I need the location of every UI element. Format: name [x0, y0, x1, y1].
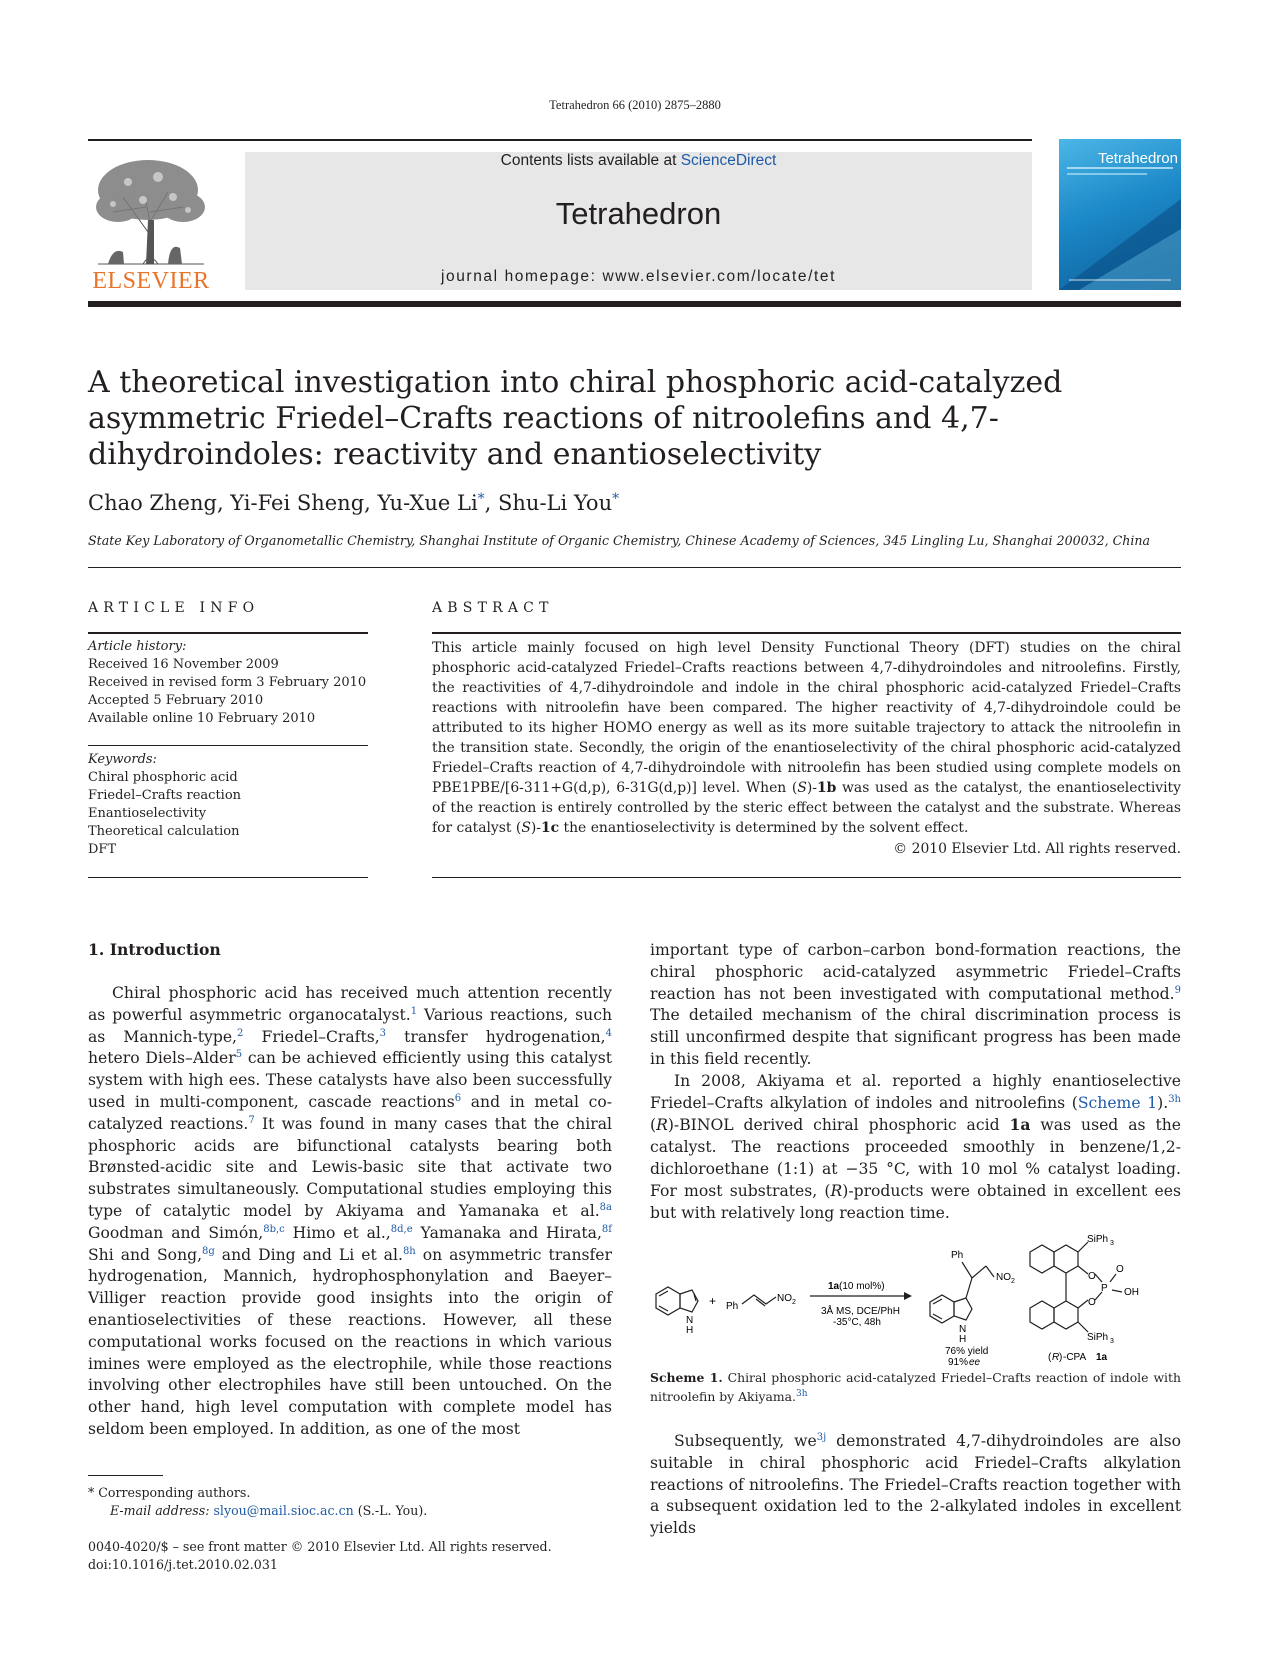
- citation[interactable]: 5: [235, 1049, 243, 1061]
- cpa-oh: OH: [1124, 1287, 1139, 1298]
- keywords: [88, 751, 368, 859]
- abstract-text-2: was used as the catalyst, the enantioselectivity of the reaction is entirely controlled by the steric effect between the catalyst and the substrate. Whereas for catalyst: [432, 780, 1181, 836]
- condition-loading: (10 mol%): [839, 1281, 885, 1292]
- citation[interactable]: 7: [248, 1114, 255, 1126]
- nitroolefin-chain: [742, 1295, 776, 1304]
- caption-label: Scheme 1.: [650, 1370, 723, 1385]
- cpa-p: P: [1101, 1283, 1108, 1294]
- cpa-label-open: (: [1048, 1352, 1052, 1363]
- info-rule-bottom: [88, 877, 368, 878]
- citation[interactable]: 1: [410, 1005, 418, 1017]
- product-sub2: 2: [1011, 1278, 1015, 1285]
- abstract-heading: ABSTRACT: [432, 600, 554, 616]
- left-column: [88, 983, 612, 1441]
- scheme-1-figure: [650, 1232, 1181, 1368]
- cpa-siph3-bottom: SiPh: [1087, 1332, 1109, 1343]
- section-heading-introduction: 1. Introduction: [88, 940, 221, 959]
- journal-homepage[interactable]: journal homepage: www.elsevier.com/locate/tet: [440, 268, 837, 285]
- cpa-label-text: -CPA: [1063, 1352, 1087, 1363]
- article-title: A theoretical investigation into chiral phosphoric acid-catalyzed asymmetric Friedel–Crafts reactions of nitroolefins and 4,7-dihydroindoles: reactivity and enantioselectivity: [88, 365, 1063, 472]
- scheme-1-caption: [650, 1369, 1181, 1405]
- abstract-body: This article mainly focused on high level Density Functional Theory (DFT) studies on the chiral phosphoric acid-catalyzed Friedel–Crafts reactions between 4,7-dihydroindoles and nitroolefins. Firstly, the reactivities of 4,7-dihydroindole and indole in the chiral phosphoric acid-catalyzed Friedel–Crafts reactions with nitroolefin have been compared. The higher reactivity of 4,7-dihydroindole could be attributed to its higher HOMO energy as well as its more suitable trajectory to attack the nitroolefin in the transition state. Secondly, the origin of the enantioselectivity of the chiral phosphoric acid-catalyzed Friedel–Crafts reaction of 4,7-dihydroindole with nitroolefin has been studied using complete models on PBE1PBE/[6-311+G(d,p), 6-31G(d,p)] level. When (S)-1b was used as the catalyst, the enantioselectivity of the reaction is entirely controlled by the steric effect between the catalyst and the substrate. Whereas for catalyst (S)-1c the enantioselectivity is determined by the solvent effect.: [432, 640, 1181, 836]
- info-rule-middle: [88, 745, 368, 746]
- indole-structure: [656, 1287, 698, 1315]
- abstract-rule-top: [432, 632, 1181, 634]
- affiliation: State Key Laboratory of Organometallic Chemistry, Shanghai Institute of Organic Chemistry, Chinese Academy of Sciences, 345 Lingling Lu, Shanghai 200032, China: [88, 533, 1151, 548]
- product-ee-value: 91%: [948, 1357, 969, 1368]
- abstract-text-3: the enantioselectivity is determined by the solvent effect.: [559, 820, 969, 836]
- cover-title: Tetrahedron: [1097, 150, 1178, 167]
- keyword-item: Enantioselectivity: [88, 806, 207, 821]
- cpa-siph3-top: SiPh: [1087, 1234, 1109, 1245]
- citation[interactable]: 8f: [601, 1223, 612, 1235]
- condition-catalyst: 1a: [828, 1281, 840, 1292]
- issn-line: 0040-4020/$ – see front matter © 2010 Elsevier Ltd. All rights reserved.: [88, 1539, 552, 1554]
- article-history: [88, 638, 368, 728]
- citation[interactable]: 6: [454, 1092, 462, 1104]
- abstract-copyright: © 2010 Elsevier Ltd. All rights reserved.: [893, 841, 1181, 857]
- keywords-label: Keywords:: [88, 752, 157, 767]
- cpa-o-top: O: [1088, 1271, 1096, 1282]
- author-1: Chao Zheng,: [88, 491, 231, 515]
- email-link[interactable]: slyou@mail.sioc.ac.cn: [213, 1503, 354, 1518]
- author-3: Yu-Xue Li: [377, 491, 478, 515]
- nitroolefin-sub2: 2: [792, 1299, 796, 1306]
- citation[interactable]: 8h: [402, 1245, 416, 1257]
- abstract-text-1: This article mainly focused on high level Density Functional Theory (DFT) studies on the chiral phosphoric acid-catalyzed Friedel–Crafts reactions between 4,7-dihydroindoles and nitroolefins. Firstly, the reactivities of 4,7-dihydroindole and indole in the chiral phosphoric acid-catalyzed Friedel–Crafts reactions with nitroolefin have been compared. The higher reactivity of 4,7-dihydroindole could be attributed to its higher HOMO energy as well as its more suitable trajectory to attack the nitroolefin in the transition state. Secondly, the origin of the enantioselectivity of the chiral phosphoric acid-catalyzed Friedel–Crafts reaction of 4,7-dihydroindole with nitroolefin has been studied using complete models on PBE1PBE/[6-311+G(d,p), 6-31G(d,p)] level. When: [432, 640, 1181, 796]
- citation[interactable]: 2: [237, 1027, 244, 1039]
- product-ph: Ph: [951, 1250, 964, 1261]
- cpa-label-close: ): [1059, 1352, 1063, 1363]
- contents-prefix: Contents lists available at: [500, 152, 681, 169]
- right-column-bottom: [650, 1431, 1181, 1540]
- article-info-heading: ARTICLE INFO: [88, 600, 260, 616]
- header-thick-rule: [88, 301, 1181, 307]
- indole-h: H: [686, 1325, 694, 1336]
- product-yield: 76% yield: [945, 1346, 989, 1357]
- citation[interactable]: 3h: [1168, 1093, 1181, 1105]
- citation[interactable]: 8b,c: [263, 1223, 285, 1235]
- nitroolefin-ph: Ph: [726, 1301, 739, 1312]
- plus-sign: +: [709, 1294, 717, 1308]
- citation[interactable]: 3: [379, 1027, 387, 1039]
- product-n: N: [959, 1324, 967, 1335]
- keyword-item: Theoretical calculation: [88, 824, 240, 839]
- citation[interactable]: 8d,e: [390, 1223, 413, 1235]
- citation[interactable]: 3j: [816, 1431, 827, 1443]
- intro-paragraph-1: Chiral phosphoric acid has received much attention recently as powerful asymmetric organocatalyst.$^1$ Various reactions, such as Mannich-type,$^2$ Friedel–Crafts,$^3$ transfer hydrogenation,$^4$ hetero Diels–Alder$^5$ can be achieved efficiently using this catalyst system with high ees. These catalysts have also been successfully used in multi-component, cascade reactions$^6$ and in metal co-catalyzed reactions.$^7$ It was found in many cases that the chiral phosphoric acids are bifunctional catalysts bearing both Brønsted-acidic site and Lewis-basic site that activate two substrates simultaneously. Computational studies employing this type of catalytic model by Akiyama and Yamanaka et al.$^{8a}$ Goodman and Simón,$^{8b,c}$ Himo et al.,$^{8d,e}$ Yamanaka and Hirata,$^{8f}$ Shi and Song,$^{8g}$ and Ding and Li et al.$^{8h}$ on asymmetric transfer hydrogenation, Mannich, hydrophosphonylation and Baeyer–Villiger reaction provide good insights into the origin of enantioselectivities of these reactions. However, all these computational works focused on the reactions in which various imines were employed as the electrophile, while those reactions involving other electrophiles have still been untouched. On the other hand, high level computation with complete model has seldom been employed. In addition, as one of the most: [88, 984, 613, 1438]
- scheme-1-link[interactable]: Scheme 1: [1077, 1093, 1158, 1112]
- journal-reference: Tetrahedron 66 (2010) 2875–2880: [549, 98, 721, 112]
- cpa-o-double: O: [1116, 1264, 1124, 1275]
- email-label: E-mail address:: [110, 1503, 214, 1518]
- corresponding-mark-1[interactable]: *: [477, 491, 485, 507]
- abstract-rule-bottom: [432, 877, 1181, 878]
- history-item: Available online 10 February 2010: [88, 711, 316, 726]
- product-h: H: [959, 1334, 967, 1345]
- corresponding-mark-2[interactable]: *: [612, 491, 620, 507]
- author-list: [88, 491, 1188, 515]
- cpa-label-num: 1a: [1096, 1352, 1108, 1363]
- footnote-rule: [88, 1475, 163, 1476]
- contents-line: [245, 152, 1032, 170]
- info-rule-top: [88, 632, 368, 634]
- cpa-sub3-top: 3: [1110, 1240, 1114, 1247]
- cpa-label-r: R: [1052, 1352, 1060, 1363]
- condition-temp: -35°C, 48h: [833, 1317, 881, 1328]
- footnote: [88, 1484, 588, 1520]
- sciencedirect-link[interactable]: ScienceDirect: [680, 152, 777, 169]
- journal-title: Tetrahedron: [555, 196, 722, 231]
- history-item: Received 16 November 2009: [88, 657, 279, 672]
- cpa-sub3-bottom: 3: [1110, 1338, 1114, 1345]
- condition-solvent: 3Å MS, DCE/PhH: [821, 1306, 900, 1317]
- intro-paragraph-3: Subsequently, we$^{3j}$ demonstrated 4,7-dihydroindoles are also suitable in chiral phosphoric acid Friedel–Crafts alkylation reactions of nitroolefins. The Friedel–Crafts reaction together with a subsequent oxidation led to the 2-alkylated indoles in excellent yields: [650, 1431, 1181, 1538]
- right-column-top: [650, 940, 1181, 1224]
- footnote-mark: *: [88, 1485, 95, 1500]
- keyword-item: Chiral phosphoric acid: [88, 770, 238, 785]
- history-item: Accepted 5 February 2010: [88, 693, 264, 708]
- nitroolefin-no2: NO: [777, 1293, 792, 1304]
- cpa-structure: [1030, 1242, 1122, 1332]
- config-s: S: [521, 820, 531, 836]
- catalyst-1c: 1c: [540, 820, 560, 836]
- email-owner: (S.-L. You).: [353, 1503, 428, 1518]
- product-no2: NO: [996, 1272, 1011, 1283]
- config-s: S: [797, 780, 807, 796]
- publication-meta: [88, 1538, 688, 1574]
- citation[interactable]: 9: [1174, 984, 1181, 996]
- catalyst-1b: 1b: [816, 780, 837, 796]
- elsevier-wordmark: ELSEVIER: [92, 268, 210, 294]
- keyword-item: DFT: [88, 842, 117, 857]
- citation[interactable]: 4: [605, 1027, 612, 1039]
- citation[interactable]: 3h: [796, 1389, 808, 1399]
- cpa-o-bottom: O: [1088, 1297, 1096, 1308]
- citation[interactable]: 8a: [599, 1201, 612, 1213]
- product-structure: [930, 1262, 994, 1323]
- intro-paragraph-continued: important type of carbon–carbon bond-formation reactions, the chiral phosphoric acid-catalyzed asymmetric Friedel–Crafts reaction has not been investigated with computational method.$^9$ The detailed mechanism of the chiral discrimination process is still unconfirmed despite that significant progress has been made in this field recently.: [650, 941, 1181, 1068]
- header-rule: [88, 139, 1032, 141]
- footnote-text: Corresponding authors.: [94, 1485, 251, 1500]
- author-2: Yi-Fei Sheng,: [230, 491, 378, 515]
- doi-line[interactable]: doi:10.1016/j.tet.2010.02.031: [88, 1557, 278, 1572]
- history-item: Received in revised form 3 February 2010: [88, 675, 367, 690]
- citation[interactable]: 8g: [202, 1245, 215, 1257]
- keyword-item: Friedel–Crafts reaction: [88, 788, 242, 803]
- indole-n: N: [686, 1315, 694, 1326]
- intro-paragraph-2: In 2008, Akiyama et al. reported a highly enantioselective Friedel–Crafts alkylation of indoles and nitroolefins (Scheme 1).$^{3h}$ (R)-BINOL derived chiral phosphoric acid 1a was used as the catalyst. The reactions proceeded smoothly in benzene/1,2-dichloroethane (1:1) at −35 °C, with 10 mol % catalyst loading. For most substrates, (R)-products were obtained in excellent ees but with relatively long reaction time.: [650, 1071, 1182, 1222]
- history-label: Article history:: [88, 639, 187, 654]
- author-4: , Shu-Li You: [484, 491, 613, 515]
- affiliation-rule: [88, 567, 1181, 568]
- caption-text: Chiral phosphoric acid-catalyzed Friedel–Crafts reaction of indole with nitroolefin by Akiyama.: [650, 1370, 1181, 1405]
- product-ee: ee: [969, 1357, 981, 1368]
